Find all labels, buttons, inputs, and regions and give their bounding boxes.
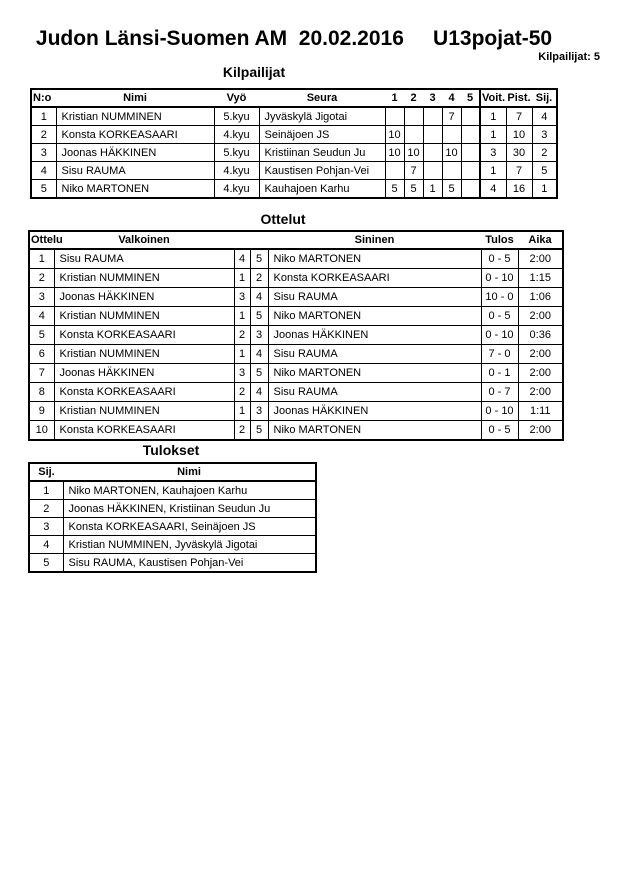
cell-no: 5 [31, 180, 56, 199]
match-row [29, 269, 563, 288]
cell-blue-name: Sisu RAUMA [268, 383, 481, 402]
cell-sij: 4 [532, 107, 557, 126]
cell-sij: 5 [532, 162, 557, 180]
match-row [29, 364, 563, 383]
cell-blue-number: 5 [250, 249, 268, 269]
cell-round-1: 10 [385, 144, 404, 162]
cell-round-5 [461, 144, 480, 162]
cell-score: 7 - 0 [481, 345, 518, 364]
col-header-round-4: 4 [442, 89, 461, 107]
cell-blue-name: Niko MARTONEN [268, 307, 481, 326]
cell-round-2: 7 [404, 162, 423, 180]
result-row [29, 518, 316, 536]
cell-round-5 [461, 107, 480, 126]
col-header-round-2: 2 [404, 89, 423, 107]
cell-sij: 3 [532, 126, 557, 144]
competitor-row [31, 107, 557, 126]
cell-score: 0 - 10 [481, 402, 518, 421]
cell-blue-number: 2 [250, 269, 268, 288]
cell-time: 2:00 [518, 345, 563, 364]
cell-white-name: Kristian NUMMINEN [54, 345, 234, 364]
cell-white-number: 4 [234, 249, 250, 269]
col-header-voit: Voit. [480, 89, 506, 107]
cell-vyo: 5.kyu [214, 144, 259, 162]
result-row [29, 536, 316, 554]
cell-time: 1:11 [518, 402, 563, 421]
tulokset-table [28, 462, 317, 573]
cell-seura: Seinäjoen JS [259, 126, 385, 144]
col-header-sij: Sij. [29, 463, 63, 481]
cell-vyo: 4.kyu [214, 162, 259, 180]
cell-name-club: Joonas HÄKKINEN, Kristiinan Seudun Ju [63, 500, 316, 518]
cell-round-1: 5 [385, 180, 404, 199]
cell-seura: Kaustisen Pohjan-Vei [259, 162, 385, 180]
competitor-row [31, 180, 557, 199]
cell-sij: 1 [532, 180, 557, 199]
cell-round-5 [461, 162, 480, 180]
cell-white-number: 1 [234, 307, 250, 326]
match-row [29, 288, 563, 307]
cell-round-2 [404, 126, 423, 144]
result-row [29, 481, 316, 500]
cell-time: 2:00 [518, 383, 563, 402]
col-header-pist: Pist. [506, 89, 532, 107]
cell-rank: 5 [29, 554, 63, 573]
cell-name-club: Kristian NUMMINEN, Jyväskylä Jigotai [63, 536, 316, 554]
cell-white-number: 3 [234, 288, 250, 307]
col-header-tulos: Tulos [481, 231, 518, 249]
cell-white-name: Kristian NUMMINEN [54, 402, 234, 421]
cell-white-number: 3 [234, 364, 250, 383]
cell-white-name: Konsta KORKEASAARI [54, 326, 234, 345]
kilpailijat-table [30, 88, 558, 199]
col-header-seura: Seura [259, 89, 385, 107]
tulokset-heading: Tulokset [142, 442, 200, 458]
cell-voit: 1 [480, 162, 506, 180]
cell-round-2: 5 [404, 180, 423, 199]
cell-round-3 [423, 126, 442, 144]
cell-no: 1 [31, 107, 56, 126]
cell-blue-number: 3 [250, 402, 268, 421]
cell-seura: Kauhajoen Karhu [259, 180, 385, 199]
cell-white-name: Kristian NUMMINEN [54, 307, 234, 326]
cell-voit: 1 [480, 126, 506, 144]
cell-nimi: Niko MARTONEN [56, 180, 214, 199]
col-header-no: N:o [31, 89, 56, 107]
cell-blue-number: 4 [250, 288, 268, 307]
cell-round-4: 10 [442, 144, 461, 162]
col-header-blue-number [250, 231, 268, 249]
cell-rank: 3 [29, 518, 63, 536]
cell-score: 0 - 10 [481, 269, 518, 288]
cell-round-4: 5 [442, 180, 461, 199]
cell-name-club: Niko MARTONEN, Kauhajoen Karhu [63, 481, 316, 500]
cell-score: 0 - 5 [481, 307, 518, 326]
col-header-valkoinen: Valkoinen [54, 231, 234, 249]
cell-blue-name: Joonas HÄKKINEN [268, 326, 481, 345]
cell-white-name: Konsta KORKEASAARI [54, 383, 234, 402]
col-header-round-3: 3 [423, 89, 442, 107]
col-header-nimi: Nimi [56, 89, 214, 107]
cell-round-4 [442, 162, 461, 180]
cell-round-2: 10 [404, 144, 423, 162]
cell-rank: 4 [29, 536, 63, 554]
cell-white-number: 2 [234, 421, 250, 441]
cell-white-number: 1 [234, 269, 250, 288]
cell-seura: Kristiinan Seudun Ju [259, 144, 385, 162]
cell-white-name: Konsta KORKEASAARI [54, 421, 234, 441]
cell-round-4: 7 [442, 107, 461, 126]
cell-match-no: 7 [29, 364, 54, 383]
cell-blue-name: Sisu RAUMA [268, 288, 481, 307]
cell-score: 0 - 7 [481, 383, 518, 402]
cell-time: 0:36 [518, 326, 563, 345]
cell-voit: 1 [480, 107, 506, 126]
cell-round-2 [404, 107, 423, 126]
col-header-aika: Aika [518, 231, 563, 249]
cell-time: 2:00 [518, 249, 563, 269]
cell-sij: 2 [532, 144, 557, 162]
cell-match-no: 2 [29, 269, 54, 288]
cell-white-number: 2 [234, 383, 250, 402]
cell-round-4 [442, 126, 461, 144]
cell-match-no: 6 [29, 345, 54, 364]
cell-match-no: 1 [29, 249, 54, 269]
cell-match-no: 10 [29, 421, 54, 441]
cell-name-club: Sisu RAUMA, Kaustisen Pohjan-Vei [63, 554, 316, 573]
cell-time: 2:00 [518, 364, 563, 383]
cell-no: 3 [31, 144, 56, 162]
cell-blue-name: Sisu RAUMA [268, 345, 481, 364]
cell-nimi: Konsta KORKEASAARI [56, 126, 214, 144]
cell-blue-name: Niko MARTONEN [268, 249, 481, 269]
cell-time: 2:00 [518, 307, 563, 326]
col-header-vyo: Vyö [214, 89, 259, 107]
competitor-row [31, 126, 557, 144]
cell-score: 0 - 5 [481, 249, 518, 269]
match-row [29, 249, 563, 269]
cell-white-number: 1 [234, 345, 250, 364]
cell-nimi: Kristian NUMMINEN [56, 107, 214, 126]
col-header-round-1: 1 [385, 89, 404, 107]
cell-match-no: 3 [29, 288, 54, 307]
match-row [29, 345, 563, 364]
cell-score: 10 - 0 [481, 288, 518, 307]
cell-seura: Jyväskylä Jigotai [259, 107, 385, 126]
cell-match-no: 4 [29, 307, 54, 326]
cell-white-name: Kristian NUMMINEN [54, 269, 234, 288]
cell-no: 2 [31, 126, 56, 144]
cell-nimi: Sisu RAUMA [56, 162, 214, 180]
cell-round-3: 1 [423, 180, 442, 199]
cell-round-5 [461, 126, 480, 144]
cell-pist: 30 [506, 144, 532, 162]
cell-round-3 [423, 107, 442, 126]
cell-pist: 7 [506, 107, 532, 126]
ottelut-header-row [29, 231, 563, 249]
cell-vyo: 5.kyu [214, 107, 259, 126]
col-header-round-5: 5 [461, 89, 480, 107]
ottelut-table [28, 230, 564, 441]
cell-white-number: 1 [234, 402, 250, 421]
cell-match-no: 9 [29, 402, 54, 421]
match-row [29, 421, 563, 441]
cell-round-1: 10 [385, 126, 404, 144]
cell-round-3 [423, 162, 442, 180]
cell-rank: 1 [29, 481, 63, 500]
competitor-row [31, 162, 557, 180]
cell-white-name: Joonas HÄKKINEN [54, 364, 234, 383]
cell-round-1 [385, 162, 404, 180]
cell-round-5 [461, 180, 480, 199]
cell-blue-name: Niko MARTONEN [268, 364, 481, 383]
kilpailijat-header-row [31, 89, 557, 107]
cell-blue-number: 3 [250, 326, 268, 345]
cell-no: 4 [31, 162, 56, 180]
cell-score: 0 - 1 [481, 364, 518, 383]
competitor-row [31, 144, 557, 162]
cell-blue-name: Konsta KORKEASAARI [268, 269, 481, 288]
result-row [29, 500, 316, 518]
cell-blue-number: 4 [250, 383, 268, 402]
col-header-ottelu: Ottelu [29, 231, 54, 249]
cell-rank: 2 [29, 500, 63, 518]
col-header-white-number [234, 231, 250, 249]
cell-pist: 10 [506, 126, 532, 144]
cell-match-no: 8 [29, 383, 54, 402]
cell-white-name: Sisu RAUMA [54, 249, 234, 269]
cell-white-number: 2 [234, 326, 250, 345]
cell-score: 0 - 10 [481, 326, 518, 345]
cell-pist: 16 [506, 180, 532, 199]
cell-blue-name: Joonas HÄKKINEN [268, 402, 481, 421]
cell-voit: 4 [480, 180, 506, 199]
cell-blue-number: 5 [250, 421, 268, 441]
tulokset-header-row [29, 463, 316, 481]
cell-time: 1:06 [518, 288, 563, 307]
match-row [29, 326, 563, 345]
col-header-sininen: Sininen [268, 231, 481, 249]
cell-score: 0 - 5 [481, 421, 518, 441]
cell-name-club: Konsta KORKEASAARI, Seinäjoen JS [63, 518, 316, 536]
cell-nimi: Joonas HÄKKINEN [56, 144, 214, 162]
kilpailijat-heading: Kilpailijat [222, 64, 286, 80]
cell-voit: 3 [480, 144, 506, 162]
col-header-sij: Sij. [532, 89, 557, 107]
cell-time: 2:00 [518, 421, 563, 441]
cell-round-1 [385, 107, 404, 126]
cell-blue-number: 5 [250, 307, 268, 326]
cell-pist: 7 [506, 162, 532, 180]
cell-vyo: 4.kyu [214, 180, 259, 199]
cell-time: 1:15 [518, 269, 563, 288]
cell-blue-name: Niko MARTONEN [268, 421, 481, 441]
cell-blue-number: 5 [250, 364, 268, 383]
match-row [29, 383, 563, 402]
ottelut-heading: Ottelut [260, 211, 306, 227]
cell-vyo: 4.kyu [214, 126, 259, 144]
cell-round-3 [423, 144, 442, 162]
match-row [29, 307, 563, 326]
page-title: Judon Länsi-Suomen AM 20.02.2016 U13pojat-50 [35, 27, 553, 50]
cell-white-name: Joonas HÄKKINEN [54, 288, 234, 307]
cell-match-no: 5 [29, 326, 54, 345]
cell-blue-number: 4 [250, 345, 268, 364]
result-row [29, 554, 316, 573]
match-row [29, 402, 563, 421]
competitors-count: Kilpailijat: 5 [538, 51, 600, 63]
col-header-nimi: Nimi [63, 463, 316, 481]
